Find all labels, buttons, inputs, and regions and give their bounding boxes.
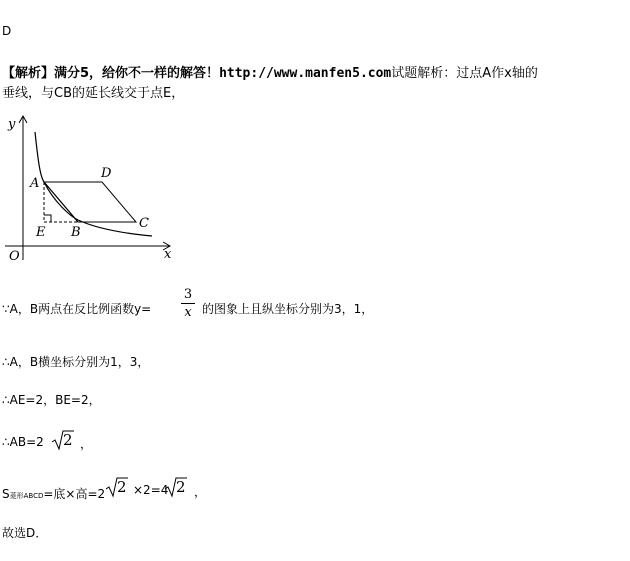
analysis-line2: 垂线，与CB的延长线交于点E， — [2, 86, 185, 101]
step-5-mid: =底×高=2 — [43, 487, 106, 501]
point-c-label: C — [139, 216, 149, 231]
analysis-line1-rest: 试题解析：过点A作x轴的 — [391, 66, 538, 81]
fraction-denominator: x — [184, 305, 192, 320]
fraction-numerator: 3 — [183, 287, 193, 302]
analysis-bracket-label: 【解析】 — [2, 66, 55, 81]
step-5-post: ， — [194, 485, 207, 499]
y-axis-label: y — [8, 117, 16, 132]
step-1-pre: ∵A，B两点在反比例函数y= — [2, 302, 152, 316]
point-d-label: D — [101, 166, 112, 181]
fraction-bar — [181, 303, 195, 304]
step-4-post: ， — [80, 437, 93, 451]
radicand-1: 2 — [63, 431, 73, 449]
answer-letter: D — [2, 24, 12, 38]
step-5-area — [2, 483, 105, 502]
point-e-label: E — [36, 225, 46, 240]
step-5-mid2: ×2=4 — [133, 483, 169, 497]
step-4-pre: ∴AB=2 — [2, 435, 44, 449]
analysis-header — [2, 62, 538, 81]
radicand-2: 2 — [117, 478, 127, 496]
site-link[interactable]: http://www.manfen5.com — [219, 66, 392, 81]
radicand-3: 2 — [176, 478, 186, 496]
point-b-label: B — [71, 225, 81, 240]
step-3-line: ∴AE=2，BE=2， — [2, 393, 101, 407]
graph-figure — [0, 110, 180, 270]
origin-label: O — [9, 249, 20, 264]
step-2-line: ∴A，B横坐标分别为1，3， — [2, 355, 150, 369]
step-1-line — [2, 300, 151, 317]
area-subscript: 菱形ABCD — [9, 492, 44, 500]
segment-ab — [44, 182, 78, 222]
fraction-3-over-x — [181, 287, 195, 320]
point-a-label: A — [30, 176, 40, 191]
x-axis-label: x — [164, 247, 172, 262]
full-marks-text: 满分5，给你不一样的解答！ — [54, 66, 220, 81]
step-1-post: 的图象上且纵坐标分别为3，1， — [202, 302, 374, 316]
conclusion-line: 故选D． — [2, 526, 48, 540]
area-s: S — [2, 487, 10, 501]
right-angle-mark — [44, 215, 51, 222]
